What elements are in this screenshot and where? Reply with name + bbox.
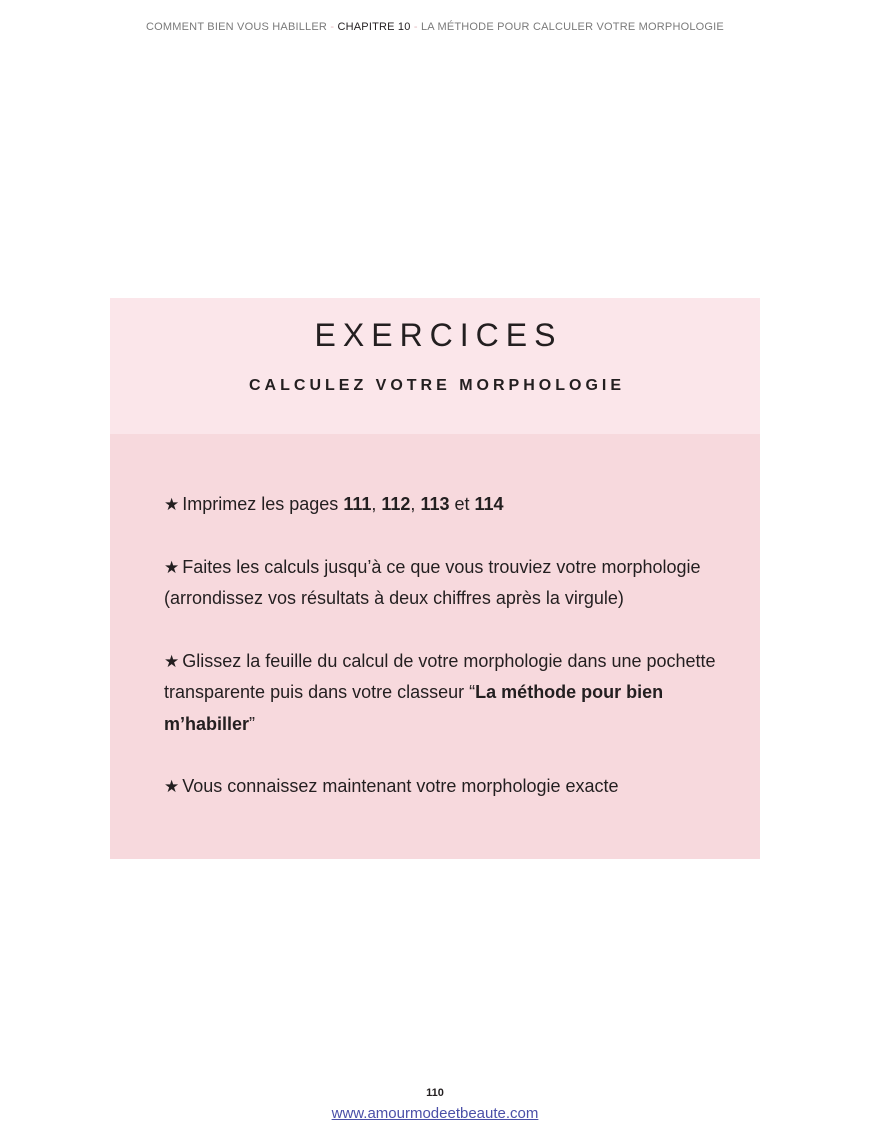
exercise-title: EXERCICES <box>314 317 563 353</box>
exercise-box <box>110 298 760 859</box>
header-separator: - <box>327 21 338 33</box>
page-ref: 112 <box>381 494 411 514</box>
exercise-step <box>164 552 724 615</box>
step-text: , <box>371 494 382 514</box>
page-number: 110 <box>426 1087 444 1099</box>
header-separator: - <box>410 21 421 33</box>
star-icon: ★ <box>164 651 180 671</box>
step-text: Faites les calculs jusqu’à ce que vous trouviez votre morphologie (arrondissez vos résultats à deux chiffres après la virgule) <box>164 556 701 608</box>
exercise-subtitle: CALCULEZ VOTRE MORPHOLOGIE <box>249 377 625 394</box>
page-ref: 114 <box>474 494 504 514</box>
step-text: Glissez la feuille du calcul de votre morphologie dans une pochette transparente puis dans votre classeur “ <box>164 650 716 702</box>
page-ref: 113 <box>420 494 450 514</box>
step-text: Imprimez les pages <box>182 494 344 514</box>
page-ref: 111 <box>343 494 372 514</box>
binder-title: La méthode pour bien m’habiller <box>164 682 664 734</box>
exercise-steps-list <box>164 489 724 803</box>
star-icon: ★ <box>164 495 180 514</box>
exercise-header-band <box>110 298 760 434</box>
star-icon: ★ <box>164 557 180 577</box>
header-section: LA MÉTHODE POUR CALCULER VOTRE MORPHOLOGIE <box>420 21 724 33</box>
step-text: ” <box>249 713 256 734</box>
exercise-step <box>164 489 724 521</box>
exercise-step <box>164 771 724 803</box>
header-chapter: CHAPITRE 10 <box>337 21 411 33</box>
website-link[interactable]: www.amourmodeetbeaute.com <box>331 1105 539 1122</box>
running-header <box>0 21 870 33</box>
exercise-body-band <box>110 434 760 859</box>
step-text: , <box>410 494 421 514</box>
exercise-step <box>164 646 724 741</box>
step-text: Vous connaissez maintenant votre morphologie exacte <box>182 776 619 796</box>
header-book-title: COMMENT BIEN VOUS HABILLER <box>146 21 328 33</box>
step-text: et <box>449 494 475 514</box>
star-icon: ★ <box>164 777 180 796</box>
